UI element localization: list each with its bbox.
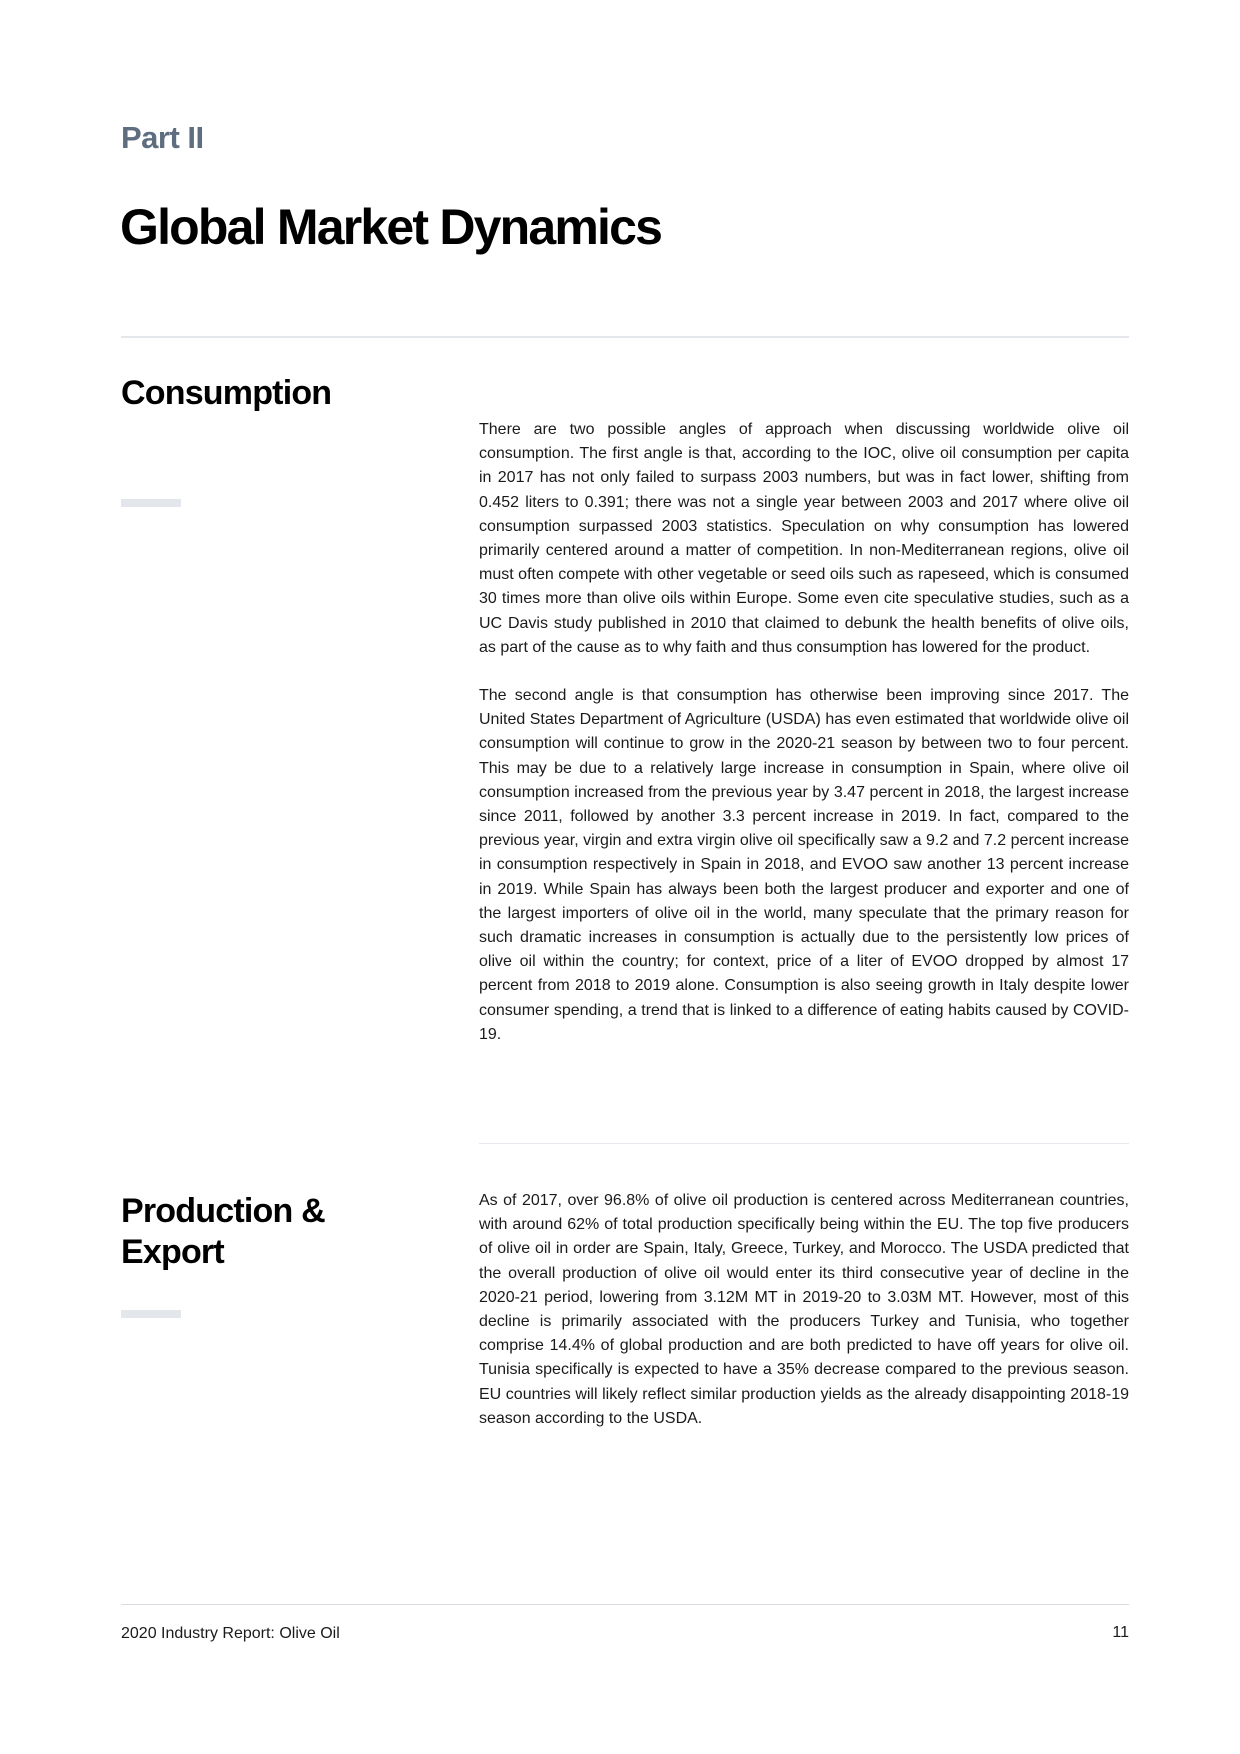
title-divider bbox=[121, 336, 1129, 338]
heading-line-1: Production & bbox=[121, 1192, 325, 1230]
production-paragraph-1: As of 2017, over 96.8% of olive oil production is centered across Mediterranean countries, with around 62% of total production specifically being within the EU. The top five producers of olive oil in order are Spain, Italy, Greece, Turkey, and Morocco. The USDA predicted that the overall production of olive oil would enter its third consecutive year of decline in the 2020-21 period, lowering from 3.12M MT in 2019-20 to 3.03M MT. However, most of this decline is primarily associated with the producers Turkey and Tunisia, who together comprise 14.4% of global production and are both predicted to have off years for olive oil. Tunisia specifically is expected to have a 35% decrease compared to the previous season. EU countries will likely reflect similar production yields as the already disappointing 2018-19 season according to the USDA. bbox=[479, 1192, 1129, 1427]
consumption-body bbox=[479, 418, 1129, 1047]
section-divider bbox=[479, 1143, 1129, 1144]
section-accent-bar bbox=[121, 499, 181, 507]
footer-divider bbox=[121, 1604, 1129, 1605]
section-heading-production-export bbox=[121, 1191, 325, 1273]
section-accent-bar bbox=[121, 1310, 181, 1318]
heading-line-2: Export bbox=[121, 1233, 224, 1271]
production-export-body bbox=[479, 1189, 1129, 1431]
part-label: Part II bbox=[121, 120, 204, 155]
footer-report-title: 2020 Industry Report: Olive Oil bbox=[121, 1625, 340, 1642]
section-heading-consumption: Consumption bbox=[121, 374, 332, 412]
page-number: 11 bbox=[1112, 1624, 1129, 1641]
consumption-paragraph-2: The second angle is that consumption has otherwise been improving since 2017. The United States Department of Agriculture (USDA) has even estimated that worldwide olive oil consumption will continue to grow in the 2020-21 season by between two to four percent. This may be due to a relatively large increase in consumption in Spain, where olive oil consumption increased from the previous year by 3.47 percent in 2018, the largest increase since 2011, followed by another 3.3 percent increase in 2019. In fact, compared to the previous year, virgin and extra virgin olive oil specifically saw a 9.2 and 7.2 percent increase in consumption respectively in Spain in 2018, and EVOO saw another 13 percent increase in 2019. While Spain has always been both the largest producer and exporter and one of the largest importers of olive oil in the world, many speculate that the primary reason for such dramatic increases in consumption is actually due to the persistently low prices of olive oil within the country; for context, price of a liter of EVOO dropped by almost 17 percent from 2018 to 2019 alone. Consumption is also seeing growth in Italy despite lower consumer spending, a trend that is linked to a difference of eating habits caused by COVID-19. bbox=[479, 687, 1129, 1043]
consumption-paragraph-1: There are two possible angles of approach when discussing worldwide olive oil consumption. The first angle is that, according to the IOC, olive oil consumption per capita in 2017 has not only failed to surpass 2003 numbers, but was in fact lower, shifting from 0.452 liters to 0.391; there was not a single year between 2003 and 2017 where olive oil consumption surpassed 2003 statistics. Speculation on why consumption has lowered primarily centered around a matter of competition. In non-Mediterranean regions, olive oil must often compete with other vegetable or seed oils such as rapeseed, which is consumed 30 times more than olive oils within Europe. Some even cite speculative studies, such as a UC Davis study published in 2010 that claimed to debunk the health benefits of olive oils, as part of the cause as to why faith and thus consumption has lowered for the product. bbox=[479, 421, 1129, 656]
page-title: Global Market Dynamics bbox=[120, 199, 662, 255]
